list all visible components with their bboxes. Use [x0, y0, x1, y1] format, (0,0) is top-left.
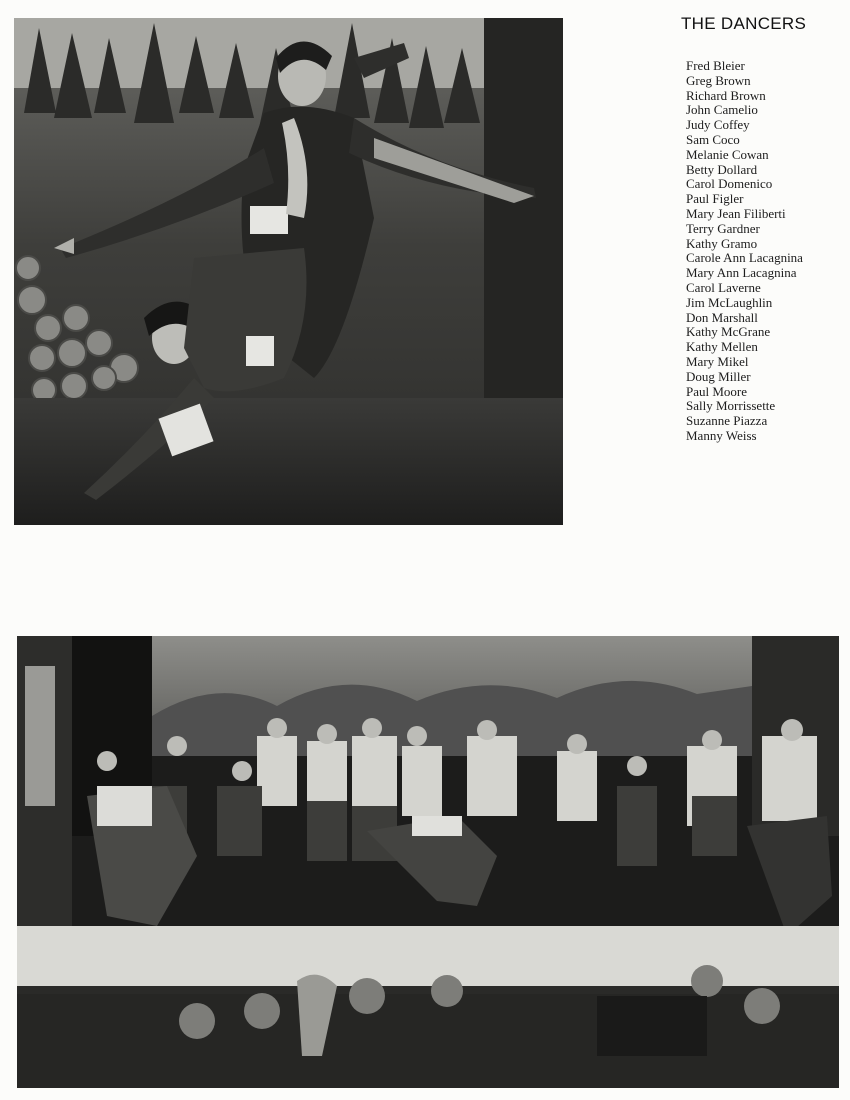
roster-name: Richard Brown: [686, 87, 766, 103]
roster-name: Mary Jean Filiberti: [686, 205, 786, 221]
roster-list: [681, 59, 846, 444]
group-dance-photo: [17, 636, 839, 1088]
roster-name: Kathy McGrane: [686, 324, 771, 340]
roster-name: Paul Figler: [686, 191, 744, 207]
roster-name: Greg Brown: [686, 72, 751, 88]
roster-name: John Camelio: [686, 102, 758, 118]
roster-name: Suzanne Piazza: [686, 413, 768, 429]
group-dance-illustration: [17, 636, 839, 1088]
dance-duet-photo: [14, 18, 563, 525]
roster-name: Betty Dollard: [686, 161, 758, 177]
roster-name: Kathy Gramo: [686, 235, 758, 251]
roster-name: Sally Morrissette: [686, 398, 776, 414]
roster-name: Paul Moore: [686, 383, 748, 399]
roster-name: Sam Coco: [686, 131, 740, 147]
roster-name: Carole Ann Lacagnina: [686, 250, 803, 266]
roster-name: Doug Miller: [686, 368, 751, 384]
roster-name: Mary Mikel: [686, 353, 749, 369]
roster-name: Mary Ann Lacagnina: [686, 265, 797, 281]
roster-name: Manny Weiss: [686, 427, 757, 443]
roster-name: Jim McLaughlin: [686, 294, 773, 310]
roster-name: Carol Domenico: [686, 176, 773, 192]
dancer-roster: [681, 14, 846, 444]
roster-name: Terry Gardner: [686, 220, 760, 236]
roster-name: Fred Bleier: [686, 58, 745, 73]
roster-name: Don Marshall: [686, 309, 758, 325]
roster-name: Melanie Cowan: [686, 146, 769, 162]
dance-duet-illustration: [14, 18, 563, 525]
roster-name: Carol Laverne: [686, 279, 761, 295]
roster-name: Kathy Mellen: [686, 339, 758, 355]
roster-title: THE DANCERS: [681, 14, 807, 33]
roster-name: Judy Coffey: [686, 117, 750, 133]
